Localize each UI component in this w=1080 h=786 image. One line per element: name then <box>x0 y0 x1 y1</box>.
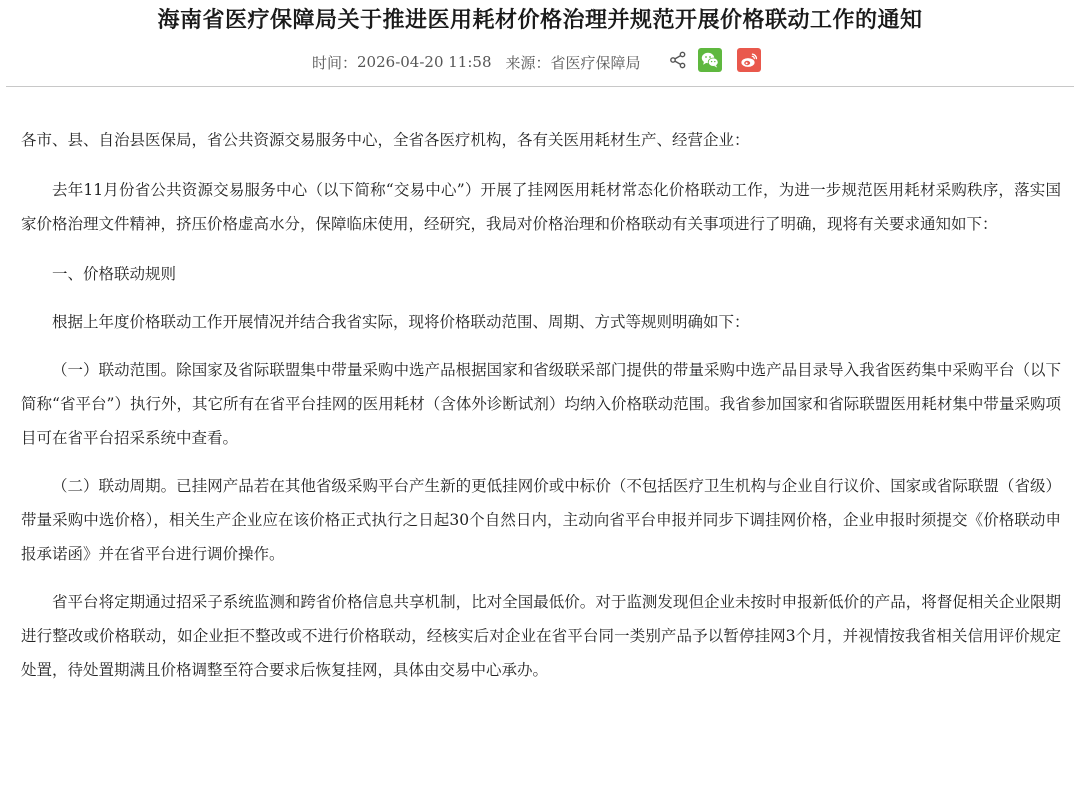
section1-heading: 一、价格联动规则 <box>52 265 177 283</box>
source-value: 省医疗保障局 <box>550 53 641 72</box>
article-meta <box>312 48 641 76</box>
scope-paragraph: （一）联动范围。除国家及省际联盟集中带量采购中选产品根据国家和省级联采部门提供的带量采购中选产品目录导入我省医药集中采购平台（以下简称“省平台”）执行外，其它所有在省平台挂网的医用耗材（含体外诊断试剂）均纳入价格联动范围。我省参加国家和省际联盟医用耗材集中带量采购项目可在省平台招采系统中查看。 <box>21 361 1061 447</box>
time-label: 时间： <box>312 53 358 72</box>
section1-intro: 根据上年度价格联动工作开展情况并结合我省实际，现将价格联动范围、周期、方式等规则明确如下： <box>52 313 750 331</box>
period-paragraph: （二）联动周期。已挂网产品若在其他省级采购平台产生新的更低挂网价或中标价（不包括医疗卫生机构与企业自行议价、国家或省际联盟（省级）带量采购中选价格），相关生产企业应在该价格正式执行之日起30个自然日内，主动向省平台申报并同步下调挂网价格，企业申报时须提交《价格联动申报承诺函》并在省平台进行调价操作。 <box>21 477 1061 563</box>
wechat-icon[interactable] <box>698 48 722 72</box>
monitoring-paragraph: 省平台将定期通过招采子系统监测和跨省价格信息共享机制，比对全国最低价。对于监测发现但企业未按时申报新低价的产品，将督促相关企业限期进行整改或价格联动，如企业拒不整改或不进行价格联动，经核实后对企业在省平台同一类别产品予以暂停挂网3个月，并视情按我省相关信用评价规定处置，待处置期满且价格调整至符合要求后恢复挂网，具体由交易中心承办。 <box>21 593 1061 679</box>
article-title: 海南省医疗保障局关于推进医用耗材价格治理并规范开展价格联动工作的通知 <box>157 7 923 33</box>
intro-paragraph: 去年11月份省公共资源交易服务中心（以下简称“交易中心”）开展了挂网医用耗材常态化价格联动工作，为进一步规范医用耗材采购秩序，落实国家价格治理文件精神，挤压价格虚高水分，保障临床使用，经研究，我局对价格治理和价格联动有关事项进行了明确，现将有关要求通知如下： <box>21 181 1061 233</box>
source-label: 来源： <box>505 53 551 72</box>
header-divider <box>6 86 1074 87</box>
salutation: 各市、县、自治县医保局，省公共资源交易服务中心，全省各医疗机构，各有关医用耗材生产、经营企业： <box>21 131 750 149</box>
time-value: 2026-04-20 11:58 <box>357 53 492 71</box>
article-body <box>21 123 1061 687</box>
weibo-icon[interactable] <box>737 48 761 72</box>
share-icon[interactable] <box>669 51 687 69</box>
